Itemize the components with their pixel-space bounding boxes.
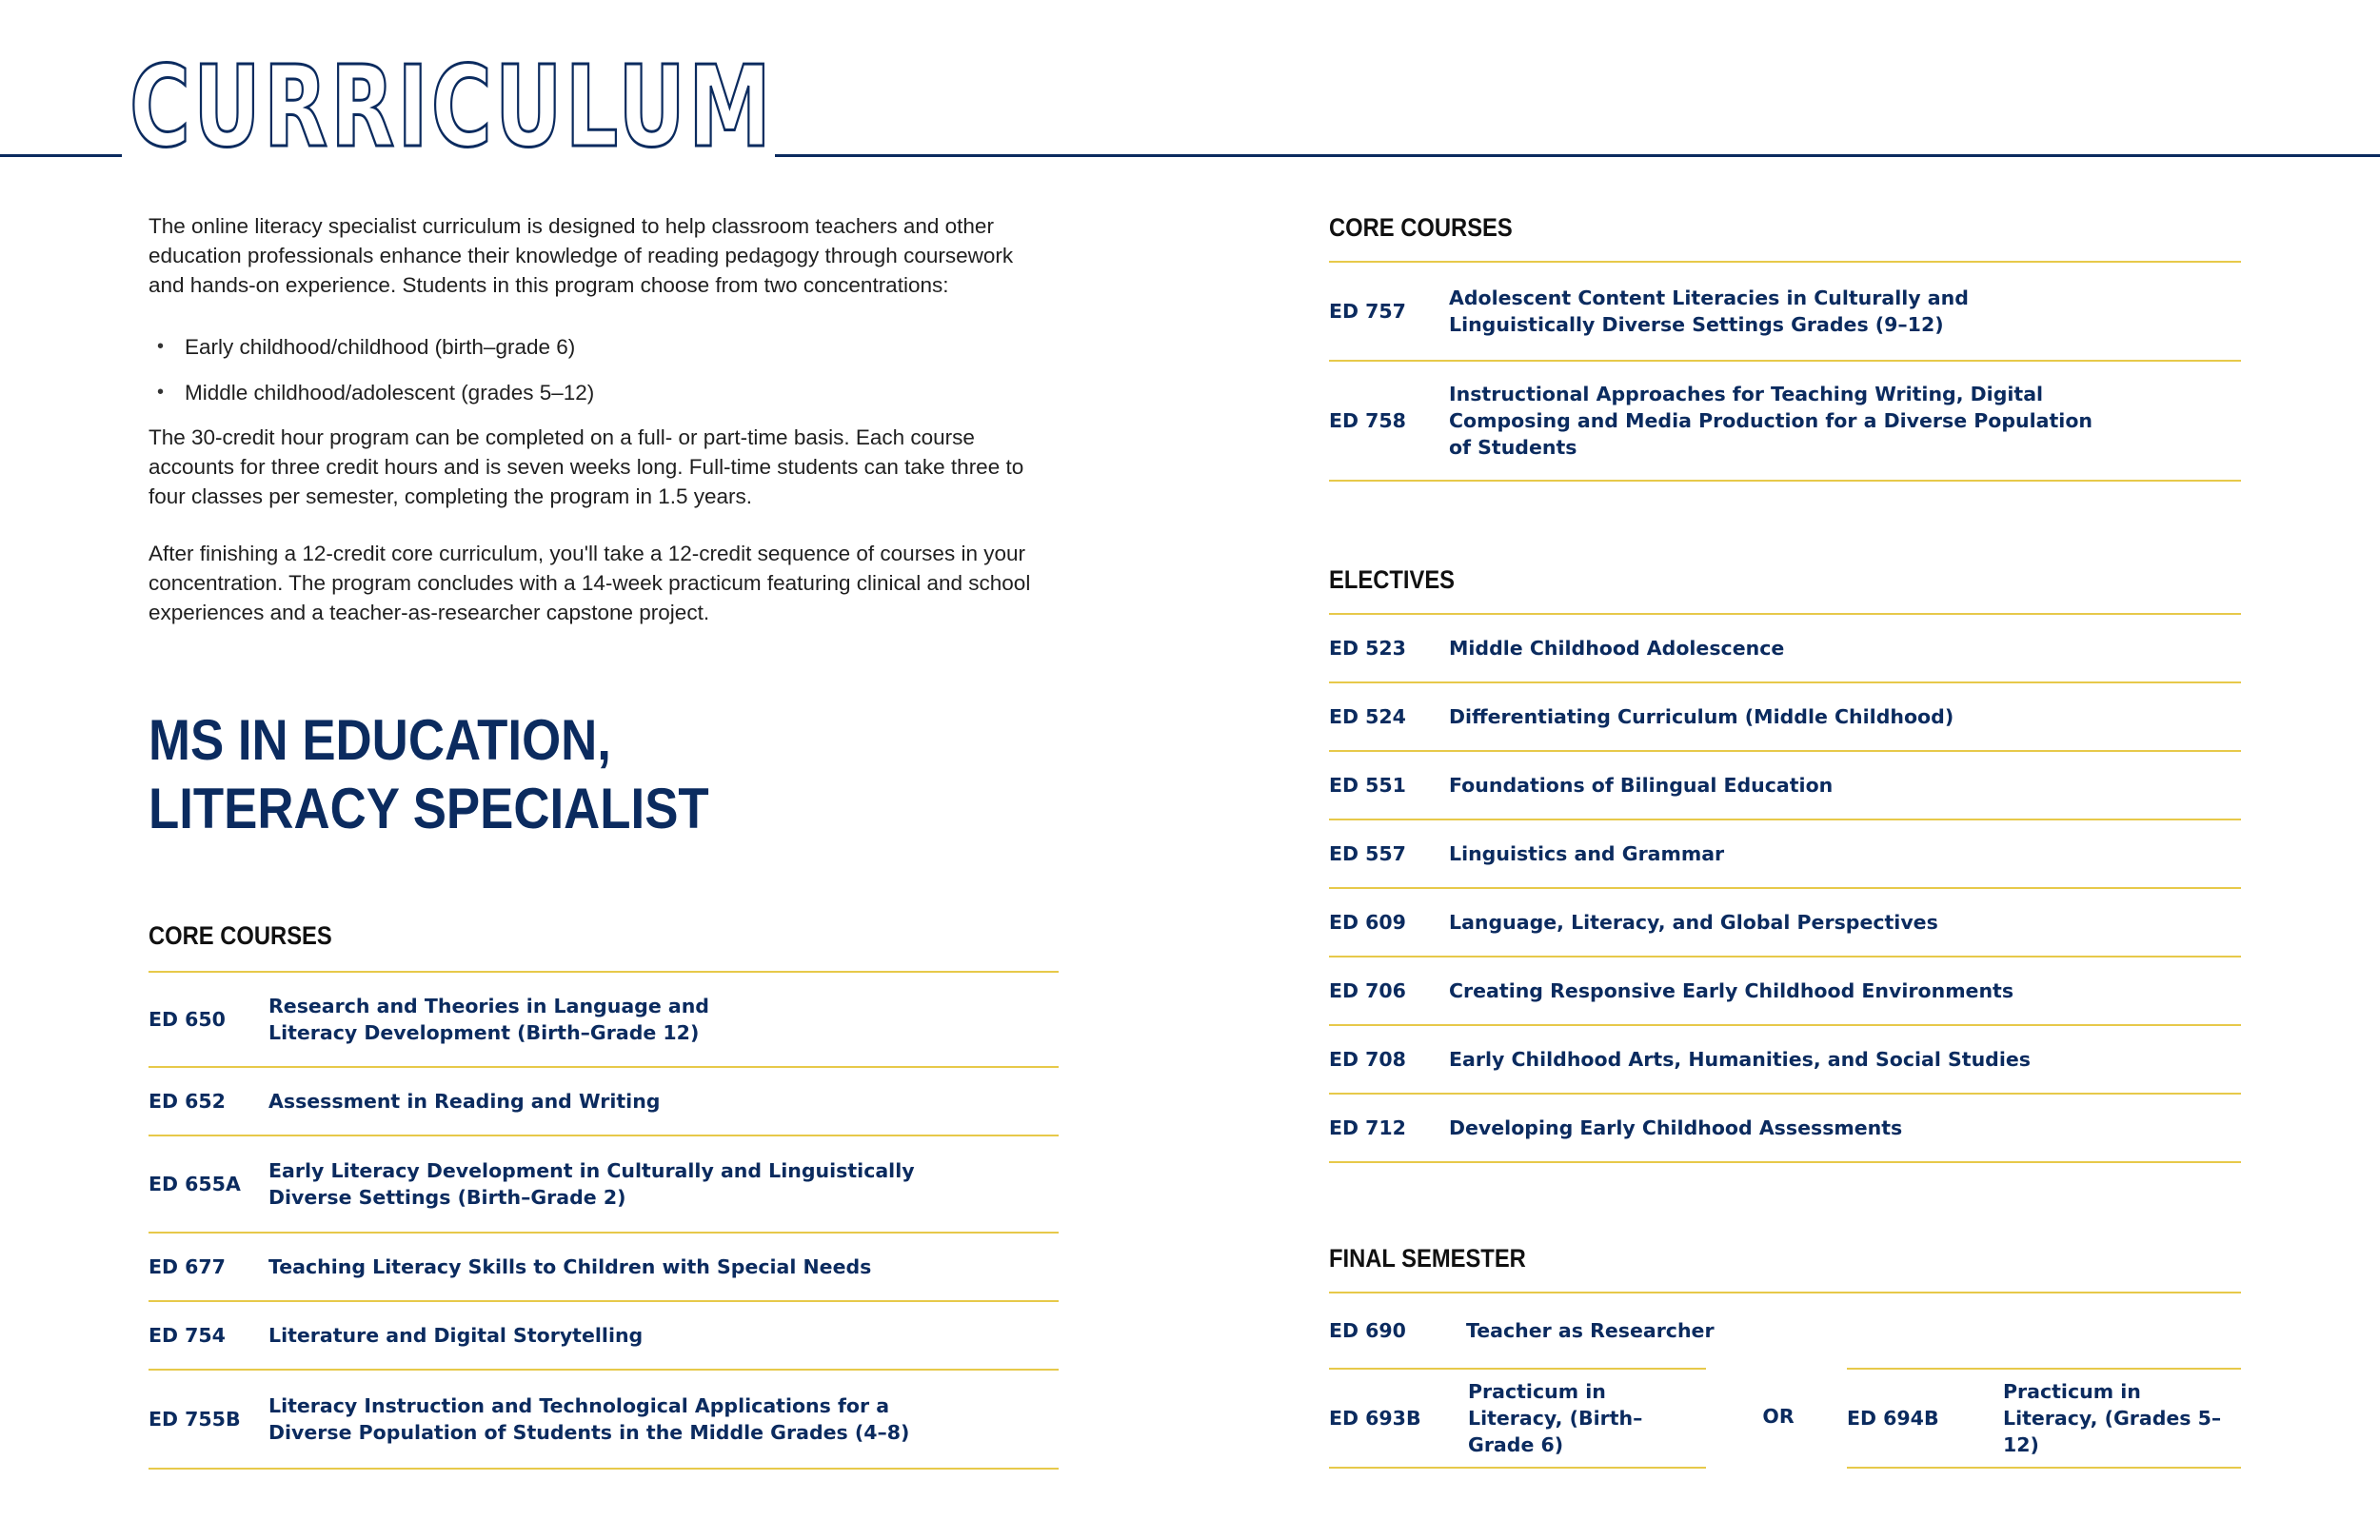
- course-row: [149, 1136, 1059, 1234]
- intro-paragraph-2: The 30-credit hour program can be completed on a full- or part-time basis. Each course accounts for three credit hours and is seven weeks long. Full-time students can take three to four classes per semester, completing the program in 1.5 years.: [149, 425, 1024, 508]
- course-name: Adolescent Content Literacies in Culturally and Linguistically Diverse Settings Grades (9–12): [1449, 286, 1969, 336]
- bullet-icon: •: [157, 336, 165, 357]
- course-row: [1329, 752, 2241, 820]
- course-row: [149, 1068, 1059, 1136]
- intro-paragraph-3: After finishing a 12-credit core curriculum, you'll take a 12-credit sequence of courses in your concentration. The program concludes with a 14-week practicum featuring clinical and school experiences and a teacher-as-researcher capstone project.: [149, 542, 1031, 624]
- left-core-courses-title: CORE COURSES: [149, 921, 332, 950]
- course-row: [149, 1302, 1059, 1371]
- concentration-label: Middle childhood/adolescent (grades 5–12): [185, 381, 595, 405]
- course-name: Developing Early Childhood Assessments: [1449, 1116, 1903, 1139]
- course-name: Literacy Instruction and Technological Applications for a Diverse Population of Students in the Middle Grades (4–8): [268, 1394, 910, 1444]
- course-name: Teaching Literacy Skills to Children with Special Needs: [268, 1255, 872, 1278]
- course-row: [1329, 263, 2241, 362]
- program-title: [149, 706, 902, 843]
- course-code: ED 690: [1329, 1319, 1406, 1342]
- course-name: Practicum in Literacy, (Grades 5–12): [2003, 1380, 2222, 1456]
- course-row: [1329, 889, 2241, 958]
- course-name: Differentiating Curriculum (Middle Childhood): [1449, 705, 1954, 728]
- course-name: Creating Responsive Early Childhood Environments: [1449, 979, 2014, 1002]
- course-code: ED 551: [1329, 774, 1406, 797]
- page-title: CURRICULUM: [129, 41, 774, 172]
- final-course-row: [1329, 1292, 2241, 1368]
- course-name: Practicum in Literacy, (Birth–Grade 6): [1468, 1380, 1643, 1456]
- course-code: ED 693B: [1329, 1407, 1421, 1430]
- header-rule-right: [775, 154, 2380, 157]
- course-row: [149, 1234, 1059, 1302]
- or-label: OR: [1762, 1405, 1795, 1428]
- right-core-course-list: [1329, 261, 2241, 482]
- course-code: ED 694B: [1847, 1407, 1939, 1430]
- course-code: ED 524: [1329, 705, 1406, 728]
- header-rule-left: [0, 154, 122, 157]
- bullet-icon: •: [157, 382, 165, 403]
- concentration-item: [149, 378, 1062, 407]
- course-code: ED 757: [1329, 300, 1406, 323]
- course-row: [1329, 958, 2241, 1026]
- course-row: [1329, 362, 2241, 482]
- course-row: [1329, 1095, 2241, 1163]
- course-code: ED 755B: [149, 1408, 241, 1431]
- intro-section: [149, 211, 1062, 627]
- right-core-courses-title: CORE COURSES: [1329, 213, 1513, 242]
- electives-course-list: [1329, 613, 2241, 1163]
- course-row: [149, 1371, 1059, 1470]
- course-row: [149, 973, 1059, 1068]
- course-code: ED 557: [1329, 842, 1406, 865]
- program-title-line-1: MS IN EDUCATION,: [149, 708, 611, 772]
- course-name: Middle Childhood Adolescence: [1449, 637, 1785, 660]
- practicum-option-a: [1329, 1368, 1706, 1469]
- course-name: Early Literacy Development in Culturally and Linguistically Diverse Settings (Birth–Grade 2): [268, 1159, 915, 1209]
- course-code: ED 712: [1329, 1116, 1406, 1139]
- final-semester-title: FINAL SEMESTER: [1329, 1244, 1526, 1273]
- course-code: ED 609: [1329, 911, 1406, 934]
- course-row: [1329, 615, 2241, 683]
- course-name: Research and Theories in Language and Literacy Development (Birth–Grade 12): [268, 995, 709, 1044]
- practicum-option-b: [1847, 1368, 2241, 1469]
- course-row: [1329, 683, 2241, 752]
- course-code: ED 655A: [149, 1173, 241, 1195]
- course-code: ED 523: [1329, 637, 1406, 660]
- course-code: ED 758: [1329, 409, 1406, 432]
- course-name: Instructional Approaches for Teaching Writing, Digital Composing and Media Production for a Diverse Population of Students: [1449, 383, 2092, 459]
- course-code: ED 652: [149, 1090, 226, 1113]
- concentration-label: Early childhood/childhood (birth–grade 6): [185, 335, 576, 359]
- course-name: Early Childhood Arts, Humanities, and Social Studies: [1449, 1048, 2031, 1071]
- course-row: [1329, 1026, 2241, 1095]
- concentration-item: [149, 332, 1062, 362]
- left-core-course-list: [149, 971, 1059, 1470]
- course-code: ED 706: [1329, 979, 1406, 1002]
- electives-title: ELECTIVES: [1329, 565, 1456, 594]
- course-code: ED 708: [1329, 1048, 1406, 1071]
- concentration-list: [149, 332, 1062, 407]
- course-name: Foundations of Bilingual Education: [1449, 774, 1834, 797]
- course-name: Teacher as Researcher: [1466, 1319, 1715, 1342]
- course-name: Assessment in Reading and Writing: [268, 1090, 661, 1113]
- program-title-line-2: LITERACY SPECIALIST: [149, 777, 709, 840]
- course-name: Linguistics and Grammar: [1449, 842, 1725, 865]
- course-row: [1329, 820, 2241, 889]
- course-name: Language, Literacy, and Global Perspectives: [1449, 911, 1938, 934]
- course-code: ED 677: [149, 1255, 226, 1278]
- intro-paragraph-1: The online literacy specialist curriculum is designed to help classroom teachers and other education professionals enhance their knowledge of reading pedagogy through coursework and hands-on experience. Students in this program choose from two concentrations:: [149, 214, 1014, 297]
- course-code: ED 650: [149, 1008, 226, 1031]
- course-name: Literature and Digital Storytelling: [268, 1324, 644, 1347]
- course-code: ED 754: [149, 1324, 226, 1347]
